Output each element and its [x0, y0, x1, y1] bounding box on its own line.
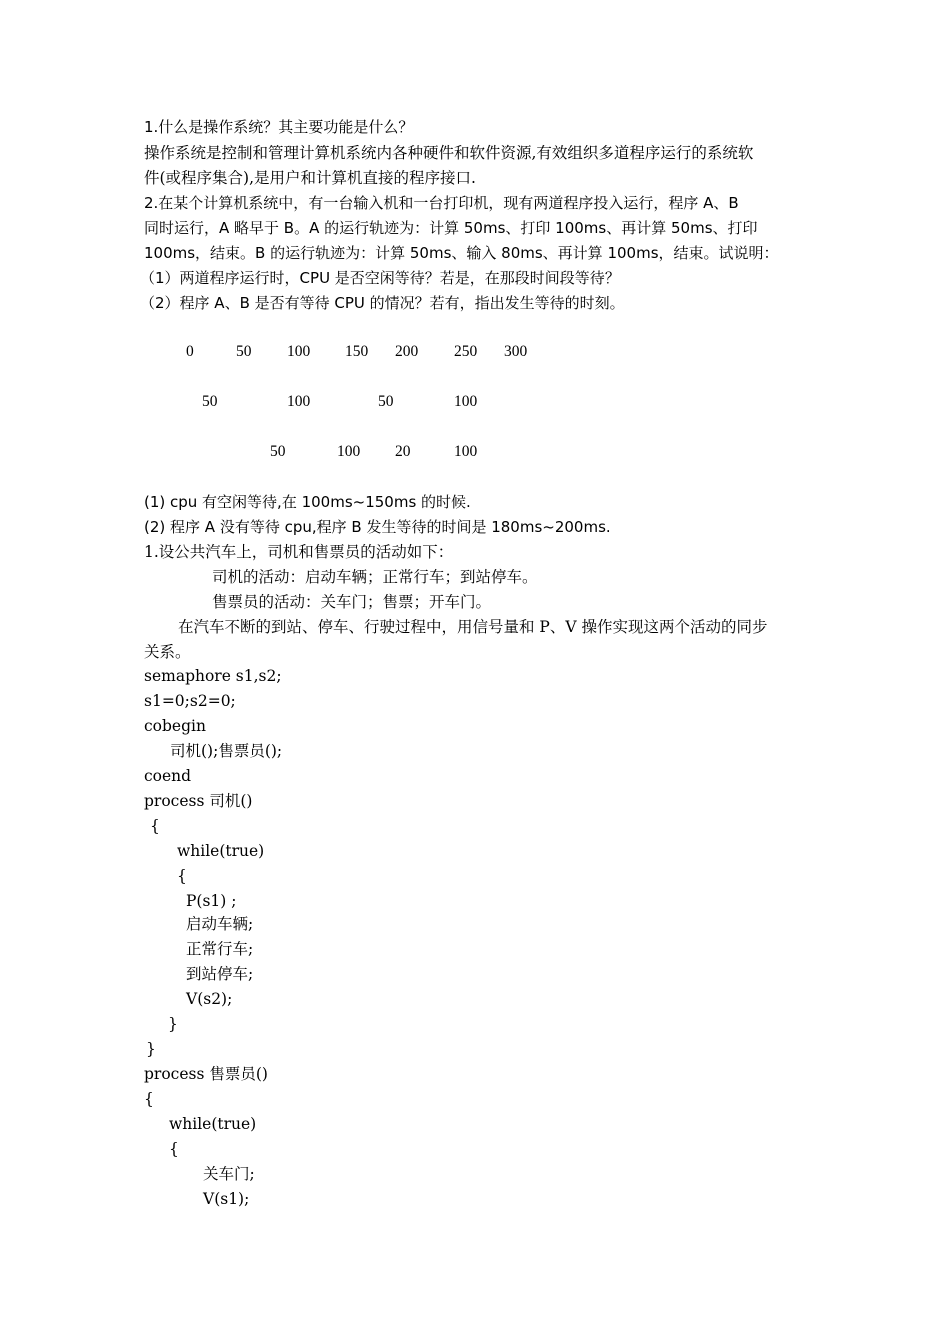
timeline-tick: 250	[454, 343, 478, 360]
code-line: {	[177, 867, 187, 885]
question-3-line-2: 司机的活动：启动车辆；正常行车；到站停车。	[212, 568, 538, 586]
question-3-line-5: 关系。	[144, 643, 191, 661]
code-line: process 售票员()	[144, 1065, 268, 1083]
timeline-tick: 0	[186, 343, 194, 360]
code-line: 正常行车;	[186, 940, 254, 958]
code-line: }	[168, 1015, 178, 1033]
code-line: V(s1);	[203, 1190, 250, 1208]
question-2-line-4: （1）两道程序运行时，CPU 是否空闲等待？若是，在那段时间段等待？	[140, 269, 620, 287]
timeline-tick: 150	[345, 343, 369, 360]
question-2-line-2: 同时运行，A 略早于 B。A 的运行轨迹为：计算 50ms、打印 100ms、再计算 50ms、打印	[144, 219, 758, 237]
code-line: semaphore s1,s2;	[144, 667, 282, 685]
code-line: 司机();售票员();	[170, 742, 283, 760]
timeline-tick: 200	[395, 343, 419, 360]
code-line: {	[150, 817, 160, 835]
code-line: 启动车辆;	[186, 915, 254, 933]
program-b-duration: 100	[454, 443, 478, 460]
question-1: 1.什么是操作系统？其主要功能是什么？	[144, 118, 414, 136]
program-a-duration: 100	[454, 393, 478, 410]
question-3-line-3: 售票员的活动：关车门；售票；开车门。	[212, 593, 492, 611]
timeline-tick: 100	[287, 343, 311, 360]
code-line: while(true)	[169, 1115, 257, 1133]
answer-1-line-1: 操作系统是控制和管理计算机系统内各种硬件和软件资源,有效组织多道程序运行的系统软	[144, 144, 754, 162]
code-line: cobegin	[144, 717, 206, 735]
question-3-line-1: 1.设公共汽车上，司机和售票员的活动如下：	[144, 543, 454, 561]
code-line: while(true)	[177, 842, 265, 860]
code-line: V(s2);	[186, 990, 233, 1008]
timeline-tick: 300	[504, 343, 528, 360]
code-line: P(s1) ;	[186, 892, 237, 910]
program-b-duration: 20	[395, 443, 411, 460]
question-2-line-5: （2）程序 A、B 是否有等待 CPU 的情况？若有，指出发生等待的时刻。	[140, 294, 625, 312]
code-line: 到站停车;	[186, 965, 254, 983]
question-2-line-1: 2.在某个计算机系统中，有一台输入机和一台打印机，现有两道程序投入运行，程序 A、B	[144, 194, 739, 212]
program-b-duration: 50	[270, 443, 286, 460]
code-line: process 司机()	[144, 792, 253, 810]
program-b-duration: 100	[337, 443, 361, 460]
question-3-line-4: 在汽车不断的到站、停车、行驶过程中，用信号量和 P、V 操作实现这两个活动的同步	[178, 618, 768, 636]
code-line: 关车门;	[203, 1165, 255, 1183]
program-a-duration: 50	[378, 393, 394, 410]
answer-1-line-2: 件(或程序集合),是用户和计算机直接的程序接口.	[144, 169, 476, 187]
code-line: {	[144, 1090, 154, 1108]
timeline-tick: 50	[236, 343, 252, 360]
question-2-line-3: 100ms，结束。B 的运行轨迹为：计算 50ms、输入 80ms、再计算 100ms，结束。试说明：	[144, 244, 779, 262]
answer-2-line-1: (1) cpu 有空闲等待,在 100ms~150ms 的时候.	[144, 493, 471, 511]
code-line: }	[146, 1040, 156, 1058]
code-line: coend	[144, 767, 192, 785]
program-a-duration: 50	[202, 393, 218, 410]
program-a-duration: 100	[287, 393, 311, 410]
code-line: {	[169, 1140, 179, 1158]
answer-2-line-2: (2) 程序 A 没有等待 cpu,程序 B 发生等待的时间是 180ms~200ms.	[144, 518, 611, 536]
code-line: s1=0;s2=0;	[144, 692, 236, 710]
